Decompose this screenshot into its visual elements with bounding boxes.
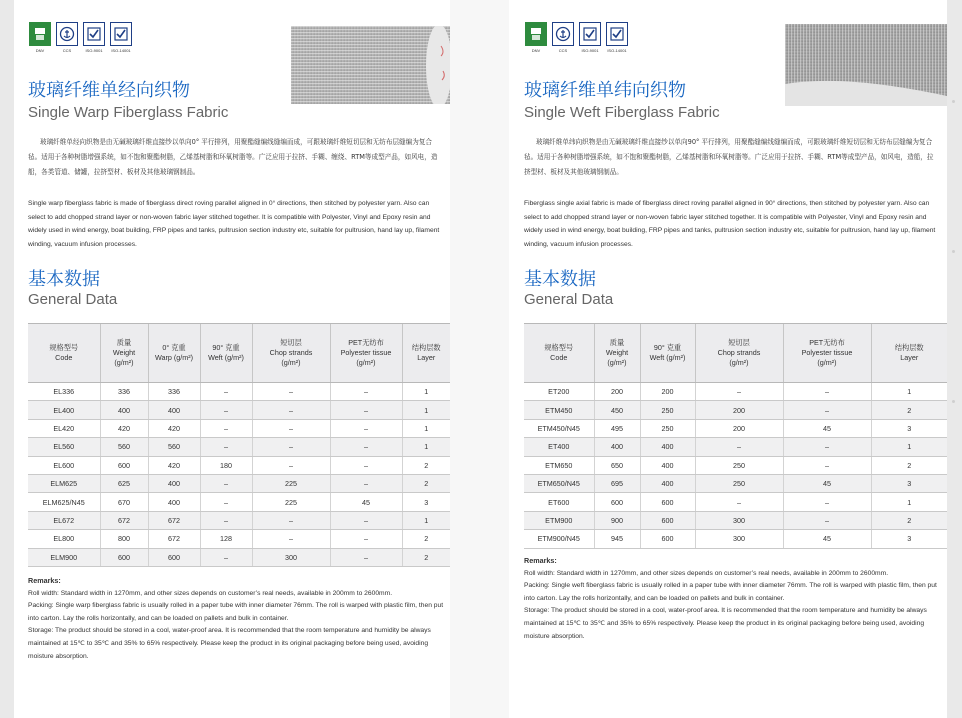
table-cell: 600 (640, 511, 695, 529)
table-cell: 2 (871, 401, 947, 419)
table-row (524, 401, 947, 419)
table-cell: – (330, 530, 402, 548)
description-en: Fiberglass single axial fabric is made of fiberglass direct roving parallel aligned in 90° directions, then stitched by polyester yarn. Also can select to add chopped strand layer or non-woven fabric layer stitched together. It is compatible with Polyester, Vinyl and Epoxy resin and widely used in wind energy, boat building, FRP pipes and tanks, pultrusion section industry etc, suitable for pultrusion, hand lay up, filament winding, vacuum infusion processes. (524, 200, 936, 248)
page-spine (450, 0, 509, 718)
table-cell: 2 (871, 456, 947, 474)
table-cell: 200 (640, 383, 695, 401)
table-cell: 560 (148, 438, 200, 456)
table-cell: – (695, 493, 783, 511)
certification-logos (524, 22, 629, 57)
cert-caption: ISO-14001 (111, 48, 131, 53)
table-row (28, 493, 450, 511)
ccs-anchor-icon (56, 22, 78, 46)
cert-caption: ISO-14001 (607, 48, 627, 53)
table-cell: 3 (871, 419, 947, 437)
column-header-unit: (g/m²) (356, 358, 376, 367)
cert-ccs (551, 22, 575, 57)
table-cell: 45 (783, 474, 871, 492)
table-cell: 180 (200, 456, 252, 474)
column-header-en: Chop strands (717, 348, 761, 357)
remark-storage: Storage: The product should be stored in a cool, water-proof area. It is recommended that the room temperature and humidity be always maintained at 15℃ to 35℃ and 35% to 65% respectively. Please keep the product in its original packaging before being used, avoiding moisture absorption. (524, 607, 927, 640)
table-cell: 1 (402, 401, 450, 419)
table-cell: 450 (594, 401, 640, 419)
table-cell: – (252, 401, 330, 419)
spec-table (28, 323, 450, 567)
table-cell: 400 (640, 438, 695, 456)
table-cell: 250 (695, 474, 783, 492)
column-header-cn: 结构层数 (411, 343, 441, 352)
table-cell: – (252, 530, 330, 548)
table-cell: 200 (695, 401, 783, 419)
table-cell: 300 (695, 511, 783, 529)
table-row (28, 456, 450, 474)
description-en: Single warp fiberglass fabric is made of fiberglass direct roving parallel aligned in 0° directions, then stitched by polyester yarn. Also can select to add chopped strand layer or non-woven fabric layer stitched together. It is compatible with Polyester, Vinyl and Epoxy resin and widely used in wind energy, boat building, FRP pipes and tanks, pultrusion section industry etc, suitable for pultrusion, hand lay up, filament winding, vacuum infusion processes. (28, 200, 440, 248)
table-cell: ETM650 (524, 456, 594, 474)
table-row (524, 419, 947, 437)
column-header (200, 324, 252, 383)
column-header-en: Polyester tissue (340, 348, 392, 357)
table-row (524, 530, 947, 548)
table-cell: – (330, 438, 402, 456)
product-title-en: Single Weft Fiberglass Fabric (524, 104, 720, 121)
table-cell: – (330, 401, 402, 419)
table-row (28, 438, 450, 456)
table-cell: 625 (100, 474, 148, 492)
column-header (252, 324, 330, 383)
table-cell: – (330, 419, 402, 437)
table-cell: – (200, 548, 252, 566)
column-header (640, 324, 695, 383)
cert-caption: ISO-9001 (581, 48, 599, 53)
table-cell: – (330, 511, 402, 529)
spec-table (524, 323, 947, 549)
column-header-cn: 90° 克重 (653, 343, 682, 352)
table-cell: – (252, 383, 330, 401)
table-cell: 600 (148, 548, 200, 566)
table-cell: 600 (100, 548, 148, 566)
column-header-cn: 短切层 (728, 338, 750, 347)
table-cell: 670 (100, 493, 148, 511)
column-header-en: Weft (g/m²) (208, 353, 244, 362)
column-header-cn: 规格型号 (544, 343, 574, 352)
cert-dnv (524, 22, 548, 57)
product-title-en: Single Warp Fiberglass Fabric (28, 104, 229, 121)
table-row (28, 401, 450, 419)
column-header-en: Warp (g/m²) (154, 353, 194, 362)
table-cell: 400 (640, 474, 695, 492)
table-cell: – (200, 511, 252, 529)
table-cell: 250 (640, 401, 695, 419)
iso-9001-check-icon (83, 22, 105, 46)
table-cell: 800 (100, 530, 148, 548)
column-header-cn: 90° 克重 (212, 343, 240, 352)
table-cell: ET600 (524, 493, 594, 511)
table-cell: – (783, 383, 871, 401)
table-cell: 45 (330, 493, 402, 511)
column-header-unit: (g/m²) (114, 358, 134, 367)
edge-mark (952, 100, 955, 103)
remark-packing: Packing: Single warp fiberglass fabric is usually rolled in a paper tube with inner diameter 76mm. The roll is warped with plastic film, then put into carton. Lay the rolls horizontally, and can be loaded on pallets and bulk in container. (28, 602, 444, 622)
table-header-row (28, 324, 450, 383)
table-row (524, 456, 947, 474)
left-page (14, 0, 450, 718)
table-cell: – (252, 438, 330, 456)
column-header (330, 324, 402, 383)
column-header (783, 324, 871, 383)
cert-caption: ISO-9001 (85, 48, 103, 53)
table-cell: 900 (594, 511, 640, 529)
remark-packing: Packing: Single weft fiberglass fabric is usually rolled in a paper tube with inner diameter 76mm. The roll is warped with plastic film, then put into carton. Lay the rolls horizontally, and can be loaded on pallets and bulk in container. (524, 582, 937, 602)
column-header-cn: 质量 (609, 338, 625, 347)
table-row (28, 530, 450, 548)
column-header-en: Layer (417, 353, 436, 362)
remark-roll-width: Roll width: Standard width in 1270mm, and other sizes depends on customer’s real needs, available in 200mm to 2600mm. (524, 569, 889, 577)
cert-iso-14001 (605, 22, 629, 57)
table-cell: 1 (402, 383, 450, 401)
table-cell: 672 (148, 511, 200, 529)
column-header-unit: (g/m²) (607, 358, 627, 367)
column-header-cn: 结构层数 (894, 343, 924, 352)
table-cell: 945 (594, 530, 640, 548)
table-cell: 1 (871, 383, 947, 401)
cert-ccs (55, 22, 79, 57)
cert-caption: CCS (558, 48, 568, 53)
table-cell: 2 (402, 474, 450, 492)
right-page (509, 0, 947, 718)
table-cell: ELM900 (28, 548, 100, 566)
table-cell: 2 (402, 456, 450, 474)
column-header-cn: PET无纺布 (809, 338, 845, 347)
table-cell: – (330, 548, 402, 566)
table-cell: – (200, 401, 252, 419)
table-cell: 672 (148, 530, 200, 548)
table-cell: 495 (594, 419, 640, 437)
table-row (28, 474, 450, 492)
table-cell: 225 (252, 493, 330, 511)
column-header-cn: PET无纺布 (348, 338, 384, 347)
table-cell: EL800 (28, 530, 100, 548)
column-header-en: Code (550, 353, 568, 362)
table-cell: – (783, 456, 871, 474)
column-header-cn: 规格型号 (49, 343, 79, 352)
column-header (402, 324, 450, 383)
table-cell: EL672 (28, 511, 100, 529)
table-cell: 3 (871, 474, 947, 492)
column-header-en: Layer (900, 353, 919, 362)
table-cell: 200 (695, 419, 783, 437)
general-data-title-cn: 基本数据 (524, 269, 596, 290)
table-cell: – (252, 511, 330, 529)
table-cell: – (330, 474, 402, 492)
general-data-title-cn: 基本数据 (28, 269, 100, 290)
cert-caption: CCS (62, 48, 72, 53)
table-cell: 336 (148, 383, 200, 401)
table-cell: 600 (640, 493, 695, 511)
table-cell: ET400 (524, 438, 594, 456)
column-header-en: Code (55, 353, 73, 362)
description-cn: 玻璃纤维单纬向织物是由无碱玻璃纤维直接纱以单向90° 平行排列，用聚酯缝编线缝编而成，可跟玻璃纤维短切层和无纺布层缝编为复合毡。适用于各种树脂增强系统，如不饱和聚酯树脂，乙烯基树脂和环氧树脂等。广泛应用于拉挤、手糊、RTM等成型产品，如风电，造船，拉挤型材、板材及其他玻璃钢制品。 (524, 138, 934, 176)
column-header (594, 324, 640, 383)
table-cell: – (330, 383, 402, 401)
table-cell: EL336 (28, 383, 100, 401)
table-cell: 336 (100, 383, 148, 401)
table-cell: 420 (148, 419, 200, 437)
table-cell: 600 (640, 530, 695, 548)
cert-iso-14001 (109, 22, 133, 57)
table-cell: – (200, 383, 252, 401)
edge-mark (952, 250, 955, 253)
table-cell: ETM650/N45 (524, 474, 594, 492)
dnv-icon (525, 22, 547, 46)
general-data-title-en: General Data (28, 291, 118, 308)
table-cell: 672 (100, 511, 148, 529)
cert-caption: DNV (531, 48, 541, 53)
column-header (148, 324, 200, 383)
table-cell: – (783, 493, 871, 511)
table-cell: 400 (148, 401, 200, 419)
column-header-en: Chop strands (269, 348, 313, 357)
table-cell: 300 (252, 548, 330, 566)
table-row (524, 383, 947, 401)
dnv-icon (29, 22, 51, 46)
column-header-cn: 短切层 (280, 338, 302, 347)
column-header-en: Polyester tissue (801, 348, 853, 357)
column-header-unit: (g/m²) (817, 358, 837, 367)
product-title-cn: 玻璃纤维单经向织物 (28, 80, 190, 101)
table-cell: 1 (871, 493, 947, 511)
table-cell: 1 (402, 511, 450, 529)
table-cell: 200 (594, 383, 640, 401)
table-cell: 45 (783, 530, 871, 548)
table-cell: ELM625/N45 (28, 493, 100, 511)
general-data-title-en: General Data (524, 291, 614, 308)
table-cell: 400 (148, 474, 200, 492)
table-cell: 1 (871, 438, 947, 456)
table-cell: 128 (200, 530, 252, 548)
table-cell: 2 (871, 511, 947, 529)
table-cell: ET200 (524, 383, 594, 401)
table-cell: 250 (695, 456, 783, 474)
iso-14001-check-icon (110, 22, 132, 46)
table-cell: 400 (148, 493, 200, 511)
table-cell: 400 (594, 438, 640, 456)
table-cell: – (783, 401, 871, 419)
remarks (28, 575, 446, 663)
table-cell: – (252, 419, 330, 437)
table-row (28, 383, 450, 401)
table-cell: 1 (402, 419, 450, 437)
table-cell: 600 (100, 456, 148, 474)
product-title-cn: 玻璃纤维单纬向织物 (524, 80, 686, 101)
table-cell: 650 (594, 456, 640, 474)
table-cell: EL420 (28, 419, 100, 437)
ccs-anchor-icon (552, 22, 574, 46)
table-cell: 225 (252, 474, 330, 492)
table-cell: 420 (100, 419, 148, 437)
table-cell: EL560 (28, 438, 100, 456)
table-cell: 400 (100, 401, 148, 419)
table-cell: – (200, 419, 252, 437)
table-cell: 300 (695, 530, 783, 548)
table-cell: 420 (148, 456, 200, 474)
product-photo-weft-fabric (785, 24, 947, 106)
column-header-en: Weight (112, 348, 136, 357)
table-cell: – (252, 456, 330, 474)
table-cell: 400 (640, 456, 695, 474)
certification-logos (28, 22, 133, 57)
table-cell: – (200, 438, 252, 456)
column-header (28, 324, 100, 383)
table-cell: 3 (402, 493, 450, 511)
table-row (524, 493, 947, 511)
description-cn: 玻璃纤维单经向织物是由无碱玻璃纤维直接纱以单向0° 平行排列，用聚酯缝编线缝编而成，可跟玻璃纤维短切层和无纺布层缝编为复合毡。适用于各种树脂增强系统，如不饱和聚酯树脂，乙烯基树脂和环氧树脂等。广泛应用于拉挤、手糊、缠绕、RTM等成型产品，如风电，造船，各类管道、储罐，拉挤型材、板材及其他玻璃钢制品。 (28, 138, 438, 176)
table-cell: 695 (594, 474, 640, 492)
column-header (100, 324, 148, 383)
table-row (524, 438, 947, 456)
table-cell: 2 (402, 530, 450, 548)
table-cell: ETM900/N45 (524, 530, 594, 548)
edge-mark (952, 400, 955, 403)
table-cell: EL600 (28, 456, 100, 474)
table-cell: ETM450/N45 (524, 419, 594, 437)
iso-14001-check-icon (606, 22, 628, 46)
table-cell: 1 (402, 438, 450, 456)
column-header-en: Weight (605, 348, 629, 357)
table-cell: – (200, 474, 252, 492)
table-cell: EL400 (28, 401, 100, 419)
cert-caption: DNV (35, 48, 45, 53)
column-header (871, 324, 947, 383)
table-cell: ETM900 (524, 511, 594, 529)
column-header-unit: (g/m²) (281, 358, 301, 367)
column-header-cn: 质量 (116, 338, 132, 347)
table-cell: – (695, 383, 783, 401)
table-row (524, 474, 947, 492)
remark-storage: Storage: The product should be stored in a cool, water-proof area. It is recommended that the room temperature and humidity be always maintained at 15℃ to 35℃ and 35% to 65% respectively. Please keep the product in its original packaging before being used, avoiding moisture absorption. (28, 627, 431, 660)
remarks-heading: Remarks: (28, 576, 61, 585)
table-row (28, 548, 450, 566)
cert-iso-9001 (578, 22, 602, 57)
product-photo-warp-fabric (291, 26, 450, 104)
table-cell: ELM625 (28, 474, 100, 492)
table-header-row (524, 324, 947, 383)
column-header-unit: (g/m²) (729, 358, 749, 367)
table-cell: ETM450 (524, 401, 594, 419)
column-header-en: Weft (g/m²) (649, 353, 686, 362)
remarks (524, 555, 944, 643)
remarks-heading: Remarks: (524, 556, 557, 565)
remark-roll-width: Roll width: Standard width in 1270mm, and other sizes depends on customer’s real needs, available in 200mm to 2600mm. (28, 589, 393, 597)
table-cell: 250 (640, 419, 695, 437)
table-cell: – (695, 438, 783, 456)
table-row (28, 419, 450, 437)
table-row (28, 511, 450, 529)
cert-dnv (28, 22, 52, 57)
table-cell: – (783, 511, 871, 529)
column-header (695, 324, 783, 383)
table-cell: – (200, 493, 252, 511)
iso-9001-check-icon (579, 22, 601, 46)
table-cell: 600 (594, 493, 640, 511)
table-cell: 560 (100, 438, 148, 456)
column-header (524, 324, 594, 383)
table-cell: – (783, 438, 871, 456)
table-cell: 2 (402, 548, 450, 566)
table-cell: 3 (871, 530, 947, 548)
cert-iso-9001 (82, 22, 106, 57)
table-cell: 45 (783, 419, 871, 437)
table-cell: – (330, 456, 402, 474)
table-row (524, 511, 947, 529)
column-header-cn: 0° 克重 (162, 343, 186, 352)
